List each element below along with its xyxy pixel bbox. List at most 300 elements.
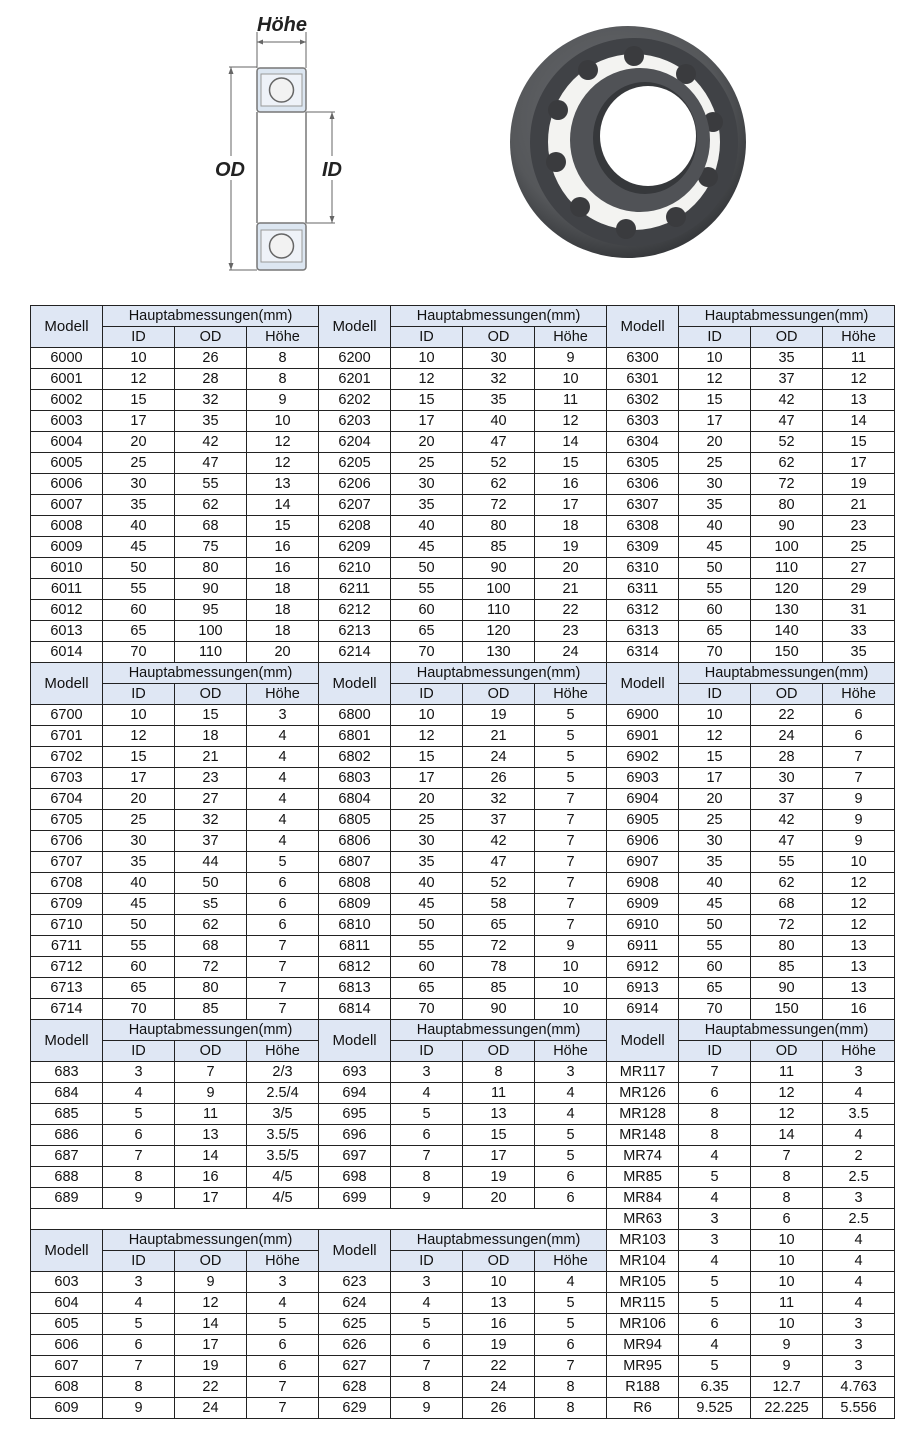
model-cell: 6006 xyxy=(31,474,103,495)
od-cell: 85 xyxy=(463,537,535,558)
hoehe-cell: 4 xyxy=(247,1293,319,1314)
hoehe-cell: 5 xyxy=(535,1125,607,1146)
hoehe-cell: 4 xyxy=(247,789,319,810)
hoehe-cell: 3 xyxy=(823,1062,895,1083)
model-cell: 6813 xyxy=(319,978,391,999)
hoehe-cell: 7 xyxy=(247,1398,319,1419)
hoehe-cell: 8 xyxy=(535,1377,607,1398)
id-cell: 35 xyxy=(391,495,463,516)
hoehe-cell: 5 xyxy=(535,705,607,726)
id-cell: 45 xyxy=(679,537,751,558)
model-cell: 6902 xyxy=(607,747,679,768)
hoehe-cell: 3 xyxy=(823,1314,895,1335)
od-cell: 26 xyxy=(175,348,247,369)
id-cell: 4 xyxy=(679,1188,751,1209)
model-cell: 6810 xyxy=(319,915,391,936)
model-cell: 698 xyxy=(319,1167,391,1188)
od-cell: 55 xyxy=(175,474,247,495)
id-cell: 45 xyxy=(103,537,175,558)
od-cell: 16 xyxy=(175,1167,247,1188)
hoehe-cell: 10 xyxy=(535,369,607,390)
table-row xyxy=(31,1146,895,1167)
od-cell: 40 xyxy=(463,411,535,432)
hoehe-column-header: Höhe xyxy=(535,1251,607,1272)
hoehe-column-header: Höhe xyxy=(535,684,607,705)
od-cell: 90 xyxy=(751,978,823,999)
hoehe-cell: 6 xyxy=(535,1335,607,1356)
table-row xyxy=(31,1167,895,1188)
hoehe-cell: 10 xyxy=(535,999,607,1020)
hoehe-cell: 18 xyxy=(247,579,319,600)
model-cell: 6713 xyxy=(31,978,103,999)
id-cell: 50 xyxy=(679,915,751,936)
od-cell: 12 xyxy=(751,1104,823,1125)
model-cell: 6905 xyxy=(607,810,679,831)
od-cell: 19 xyxy=(175,1356,247,1377)
id-cell: 40 xyxy=(103,516,175,537)
id-cell: 6 xyxy=(679,1314,751,1335)
id-cell: 12 xyxy=(679,369,751,390)
header-row xyxy=(31,1230,895,1251)
model-cell: 6705 xyxy=(31,810,103,831)
od-cell: 32 xyxy=(175,390,247,411)
id-cell: 17 xyxy=(103,411,175,432)
od-cell: 17 xyxy=(175,1188,247,1209)
hoehe-cell: 4 xyxy=(247,831,319,852)
id-cell: 3 xyxy=(391,1272,463,1293)
dimensions-group-header: Hauptabmessungen(mm) xyxy=(103,306,319,327)
hoehe-cell: 12 xyxy=(823,369,895,390)
od-cell: 68 xyxy=(751,894,823,915)
table-row xyxy=(31,600,895,621)
id-cell: 5 xyxy=(679,1272,751,1293)
od-cell: 110 xyxy=(463,600,535,621)
id-cell: 8 xyxy=(391,1167,463,1188)
od-cell: 19 xyxy=(463,705,535,726)
od-cell: 47 xyxy=(751,831,823,852)
header-row xyxy=(31,306,895,327)
table-row xyxy=(31,1335,895,1356)
id-cell: 30 xyxy=(391,831,463,852)
id-cell: 4 xyxy=(103,1293,175,1314)
model-cell: 6708 xyxy=(31,873,103,894)
od-column-header: OD xyxy=(463,327,535,348)
id-cell: 60 xyxy=(679,600,751,621)
hoehe-cell: 15 xyxy=(823,432,895,453)
table-row xyxy=(31,348,895,369)
model-cell: 6003 xyxy=(31,411,103,432)
hoehe-cell: 12 xyxy=(247,432,319,453)
od-cell: 9 xyxy=(175,1272,247,1293)
model-cell: 686 xyxy=(31,1125,103,1146)
hoehe-cell: 2.5 xyxy=(823,1167,895,1188)
model-cell: 6011 xyxy=(31,579,103,600)
id-cell: 4 xyxy=(679,1146,751,1167)
table-row xyxy=(31,1314,895,1335)
od-cell: 22 xyxy=(463,1356,535,1377)
id-cell: 70 xyxy=(679,999,751,1020)
od-cell: 90 xyxy=(463,558,535,579)
id-cell: 5 xyxy=(391,1104,463,1125)
hoehe-cell: 3.5 xyxy=(823,1104,895,1125)
modell-header: Modell xyxy=(31,1020,103,1062)
hoehe-cell: 10 xyxy=(535,957,607,978)
id-cell: 4 xyxy=(103,1083,175,1104)
od-column-header: OD xyxy=(751,1041,823,1062)
hoehe-cell: 22 xyxy=(535,600,607,621)
hoehe-cell: 6 xyxy=(535,1167,607,1188)
id-cell: 15 xyxy=(103,390,175,411)
hoehe-cell: 13 xyxy=(823,978,895,999)
hoehe-cell: 6 xyxy=(247,894,319,915)
od-cell: 28 xyxy=(175,369,247,390)
model-cell: 6205 xyxy=(319,453,391,474)
od-cell: 65 xyxy=(463,915,535,936)
height-label: Höhe xyxy=(257,14,307,36)
hoehe-cell: 7 xyxy=(535,894,607,915)
hoehe-column-header: Höhe xyxy=(535,327,607,348)
hoehe-cell: 5 xyxy=(535,1146,607,1167)
model-cell: 6306 xyxy=(607,474,679,495)
model-cell: 6200 xyxy=(319,348,391,369)
hoehe-cell: 7 xyxy=(535,873,607,894)
table-row xyxy=(31,747,895,768)
od-cell: 62 xyxy=(463,474,535,495)
hoehe-cell: 3 xyxy=(823,1188,895,1209)
id-cell: 55 xyxy=(103,579,175,600)
model-cell: MR148 xyxy=(607,1125,679,1146)
od-cell: 11 xyxy=(751,1293,823,1314)
hoehe-cell: 3.5/5 xyxy=(247,1146,319,1167)
od-cell: 80 xyxy=(175,978,247,999)
od-cell: 72 xyxy=(751,474,823,495)
od-cell: 90 xyxy=(175,579,247,600)
id-column-header: ID xyxy=(391,1041,463,1062)
od-cell: 150 xyxy=(751,642,823,663)
od-column-header: OD xyxy=(463,684,535,705)
model-cell: 6313 xyxy=(607,621,679,642)
hoehe-cell: 11 xyxy=(823,348,895,369)
hoehe-cell: 2/3 xyxy=(247,1062,319,1083)
id-cell: 20 xyxy=(679,432,751,453)
model-cell: 6912 xyxy=(607,957,679,978)
od-cell: 47 xyxy=(463,432,535,453)
od-cell: 16 xyxy=(463,1314,535,1335)
id-cell: 40 xyxy=(679,516,751,537)
id-cell: 50 xyxy=(103,558,175,579)
od-cell: 62 xyxy=(751,873,823,894)
od-cell: 130 xyxy=(751,600,823,621)
model-cell: 6302 xyxy=(607,390,679,411)
id-cell: 10 xyxy=(679,705,751,726)
od-cell: 62 xyxy=(175,915,247,936)
od-cell: 52 xyxy=(751,432,823,453)
od-cell: 7 xyxy=(751,1146,823,1167)
od-cell: 52 xyxy=(463,453,535,474)
od-cell: 14 xyxy=(751,1125,823,1146)
id-cell: 10 xyxy=(103,705,175,726)
od-cell: 13 xyxy=(175,1125,247,1146)
od-column-header: OD xyxy=(175,1041,247,1062)
hoehe-cell: 3 xyxy=(247,1272,319,1293)
hoehe-cell: 5 xyxy=(247,852,319,873)
hoehe-cell: 3.5/5 xyxy=(247,1125,319,1146)
hoehe-cell: 3 xyxy=(535,1062,607,1083)
hoehe-cell: 16 xyxy=(535,474,607,495)
id-cell: 4 xyxy=(391,1293,463,1314)
model-cell: 6900 xyxy=(607,705,679,726)
id-cell: 7 xyxy=(679,1062,751,1083)
model-cell: 6203 xyxy=(319,411,391,432)
id-cell: 6 xyxy=(679,1083,751,1104)
od-cell: 85 xyxy=(751,957,823,978)
od-cell: 90 xyxy=(463,999,535,1020)
hoehe-cell: 5.556 xyxy=(823,1398,895,1419)
od-cell: 42 xyxy=(751,390,823,411)
id-cell: 25 xyxy=(679,453,751,474)
od-cell: 72 xyxy=(463,936,535,957)
od-cell: 10 xyxy=(751,1314,823,1335)
table-row xyxy=(31,579,895,600)
model-cell: 609 xyxy=(31,1398,103,1419)
model-cell: 6804 xyxy=(319,789,391,810)
dimensions-group-header: Hauptabmessungen(mm) xyxy=(391,1230,607,1251)
id-cell: 15 xyxy=(103,747,175,768)
hoehe-cell: 4/5 xyxy=(247,1167,319,1188)
od-cell: 24 xyxy=(463,1377,535,1398)
subheader-row xyxy=(31,1041,895,1062)
dimensions-group-header: Hauptabmessungen(mm) xyxy=(679,663,895,684)
model-cell: 6210 xyxy=(319,558,391,579)
table-row xyxy=(31,894,895,915)
id-cell: 20 xyxy=(391,789,463,810)
id-cell: 50 xyxy=(103,915,175,936)
id-column-header: ID xyxy=(679,684,751,705)
model-cell: 6712 xyxy=(31,957,103,978)
od-cell: 11 xyxy=(751,1062,823,1083)
model-cell: 627 xyxy=(319,1356,391,1377)
od-cell: 120 xyxy=(463,621,535,642)
model-cell: MR104 xyxy=(607,1251,679,1272)
model-cell: 699 xyxy=(319,1188,391,1209)
model-cell: 6207 xyxy=(319,495,391,516)
id-column-header: ID xyxy=(391,1251,463,1272)
id-cell: 55 xyxy=(679,936,751,957)
model-cell: 6704 xyxy=(31,789,103,810)
model-cell: 6911 xyxy=(607,936,679,957)
hoehe-cell: 16 xyxy=(247,558,319,579)
hoehe-cell: 5 xyxy=(535,1314,607,1335)
hoehe-column-header: Höhe xyxy=(823,684,895,705)
id-cell: 12 xyxy=(103,726,175,747)
id-column-header: ID xyxy=(679,1041,751,1062)
hoehe-cell: 3/5 xyxy=(247,1104,319,1125)
od-cell: 13 xyxy=(463,1293,535,1314)
id-cell: 6 xyxy=(391,1335,463,1356)
id-cell: 40 xyxy=(391,873,463,894)
id-cell: 20 xyxy=(103,432,175,453)
id-cell: 20 xyxy=(103,789,175,810)
model-cell: 6214 xyxy=(319,642,391,663)
model-cell: 689 xyxy=(31,1188,103,1209)
hoehe-cell: 12 xyxy=(247,453,319,474)
od-cell: 9 xyxy=(175,1083,247,1104)
hoehe-cell: 29 xyxy=(823,579,895,600)
od-cell: 32 xyxy=(463,369,535,390)
hoehe-cell: 21 xyxy=(535,579,607,600)
id-cell: 25 xyxy=(391,810,463,831)
id-cell: 9 xyxy=(391,1398,463,1419)
hoehe-cell: 2.5 xyxy=(823,1209,895,1230)
model-cell: MR74 xyxy=(607,1146,679,1167)
table-row xyxy=(31,1188,895,1209)
model-cell: MR115 xyxy=(607,1293,679,1314)
model-cell: 6301 xyxy=(607,369,679,390)
id-cell: 20 xyxy=(679,789,751,810)
hoehe-cell: 7 xyxy=(535,852,607,873)
model-cell: 6812 xyxy=(319,957,391,978)
table-row xyxy=(31,558,895,579)
model-cell: 6213 xyxy=(319,621,391,642)
hoehe-column-header: Höhe xyxy=(247,1251,319,1272)
id-cell: 12 xyxy=(391,369,463,390)
hoehe-cell: 6 xyxy=(247,873,319,894)
id-cell: 10 xyxy=(391,705,463,726)
table-row xyxy=(31,516,895,537)
model-cell: MR106 xyxy=(607,1314,679,1335)
id-cell: 12 xyxy=(679,726,751,747)
model-cell: 6002 xyxy=(31,390,103,411)
od-cell: 7 xyxy=(175,1062,247,1083)
hoehe-cell: 13 xyxy=(823,957,895,978)
model-cell: 696 xyxy=(319,1125,391,1146)
hoehe-cell: 7 xyxy=(535,810,607,831)
id-cell: 15 xyxy=(679,390,751,411)
od-cell: 52 xyxy=(463,873,535,894)
hoehe-cell: 3 xyxy=(823,1356,895,1377)
id-column-header: ID xyxy=(679,327,751,348)
model-cell: MR117 xyxy=(607,1062,679,1083)
model-cell: 6307 xyxy=(607,495,679,516)
model-cell: 685 xyxy=(31,1104,103,1125)
model-cell: 608 xyxy=(31,1377,103,1398)
hoehe-cell: 4 xyxy=(535,1104,607,1125)
hoehe-cell: 8 xyxy=(247,348,319,369)
model-cell: 605 xyxy=(31,1314,103,1335)
id-cell: 60 xyxy=(679,957,751,978)
model-cell: 6910 xyxy=(607,915,679,936)
model-cell: 6008 xyxy=(31,516,103,537)
hoehe-cell: 7 xyxy=(535,915,607,936)
modell-header: Modell xyxy=(31,306,103,348)
table-row xyxy=(31,1293,895,1314)
od-cell: 37 xyxy=(175,831,247,852)
model-cell: 6009 xyxy=(31,537,103,558)
od-cell: 80 xyxy=(463,516,535,537)
od-cell: 23 xyxy=(175,768,247,789)
id-cell: 9 xyxy=(103,1398,175,1419)
hoehe-cell: 12 xyxy=(823,915,895,936)
id-cell: 70 xyxy=(679,642,751,663)
hoehe-cell: 33 xyxy=(823,621,895,642)
model-cell: 6800 xyxy=(319,705,391,726)
id-cell: 8 xyxy=(679,1125,751,1146)
od-column-header: OD xyxy=(751,684,823,705)
hoehe-cell: 7 xyxy=(247,936,319,957)
hoehe-cell: 13 xyxy=(823,936,895,957)
id-cell: 60 xyxy=(103,957,175,978)
table-row xyxy=(31,936,895,957)
od-column-header: OD xyxy=(751,327,823,348)
id-cell: 7 xyxy=(103,1356,175,1377)
od-cell: 9 xyxy=(751,1356,823,1377)
model-cell: 6801 xyxy=(319,726,391,747)
id-cell: 55 xyxy=(679,579,751,600)
od-cell: 80 xyxy=(175,558,247,579)
id-cell: 7 xyxy=(391,1356,463,1377)
model-cell: 693 xyxy=(319,1062,391,1083)
hoehe-column-header: Höhe xyxy=(247,327,319,348)
table-row xyxy=(31,1083,895,1104)
model-cell: 6001 xyxy=(31,369,103,390)
id-cell: 40 xyxy=(391,516,463,537)
od-cell: 32 xyxy=(463,789,535,810)
od-cell: 8 xyxy=(463,1062,535,1083)
hoehe-cell: 5 xyxy=(535,1293,607,1314)
id-cell: 5 xyxy=(103,1104,175,1125)
id-cell: 25 xyxy=(103,453,175,474)
hoehe-cell: 9 xyxy=(823,831,895,852)
id-cell: 40 xyxy=(103,873,175,894)
od-cell: 14 xyxy=(175,1146,247,1167)
hoehe-cell: 9 xyxy=(823,810,895,831)
od-cell: s5 xyxy=(175,894,247,915)
id-cell: 10 xyxy=(679,348,751,369)
od-cell: 24 xyxy=(751,726,823,747)
id-cell: 3 xyxy=(103,1272,175,1293)
hoehe-cell: 9 xyxy=(823,789,895,810)
id-cell: 8 xyxy=(103,1377,175,1398)
od-column-header: OD xyxy=(175,327,247,348)
hoehe-column-header: Höhe xyxy=(247,1041,319,1062)
od-cell: 12 xyxy=(175,1293,247,1314)
model-cell: 6211 xyxy=(319,579,391,600)
od-cell: 22 xyxy=(751,705,823,726)
hoehe-cell: 8 xyxy=(535,1398,607,1419)
id-cell: 15 xyxy=(679,747,751,768)
id-cell: 3 xyxy=(103,1062,175,1083)
id-cell: 9 xyxy=(391,1188,463,1209)
modell-header: Modell xyxy=(607,663,679,705)
dimensions-group-header: Hauptabmessungen(mm) xyxy=(391,1020,607,1041)
id-cell: 12 xyxy=(391,726,463,747)
hoehe-cell: 4 xyxy=(535,1272,607,1293)
od-cell: 19 xyxy=(463,1167,535,1188)
od-cell: 21 xyxy=(463,726,535,747)
id-cell: 55 xyxy=(391,936,463,957)
model-cell: 629 xyxy=(319,1398,391,1419)
id-column-header: ID xyxy=(103,684,175,705)
id-cell: 70 xyxy=(103,999,175,1020)
model-cell: 6814 xyxy=(319,999,391,1020)
hoehe-cell: 17 xyxy=(823,453,895,474)
id-cell: 35 xyxy=(391,852,463,873)
hoehe-cell: 12 xyxy=(823,894,895,915)
hoehe-cell: 4 xyxy=(823,1125,895,1146)
od-cell: 85 xyxy=(463,978,535,999)
hoehe-cell: 7 xyxy=(535,789,607,810)
table-row xyxy=(31,831,895,852)
